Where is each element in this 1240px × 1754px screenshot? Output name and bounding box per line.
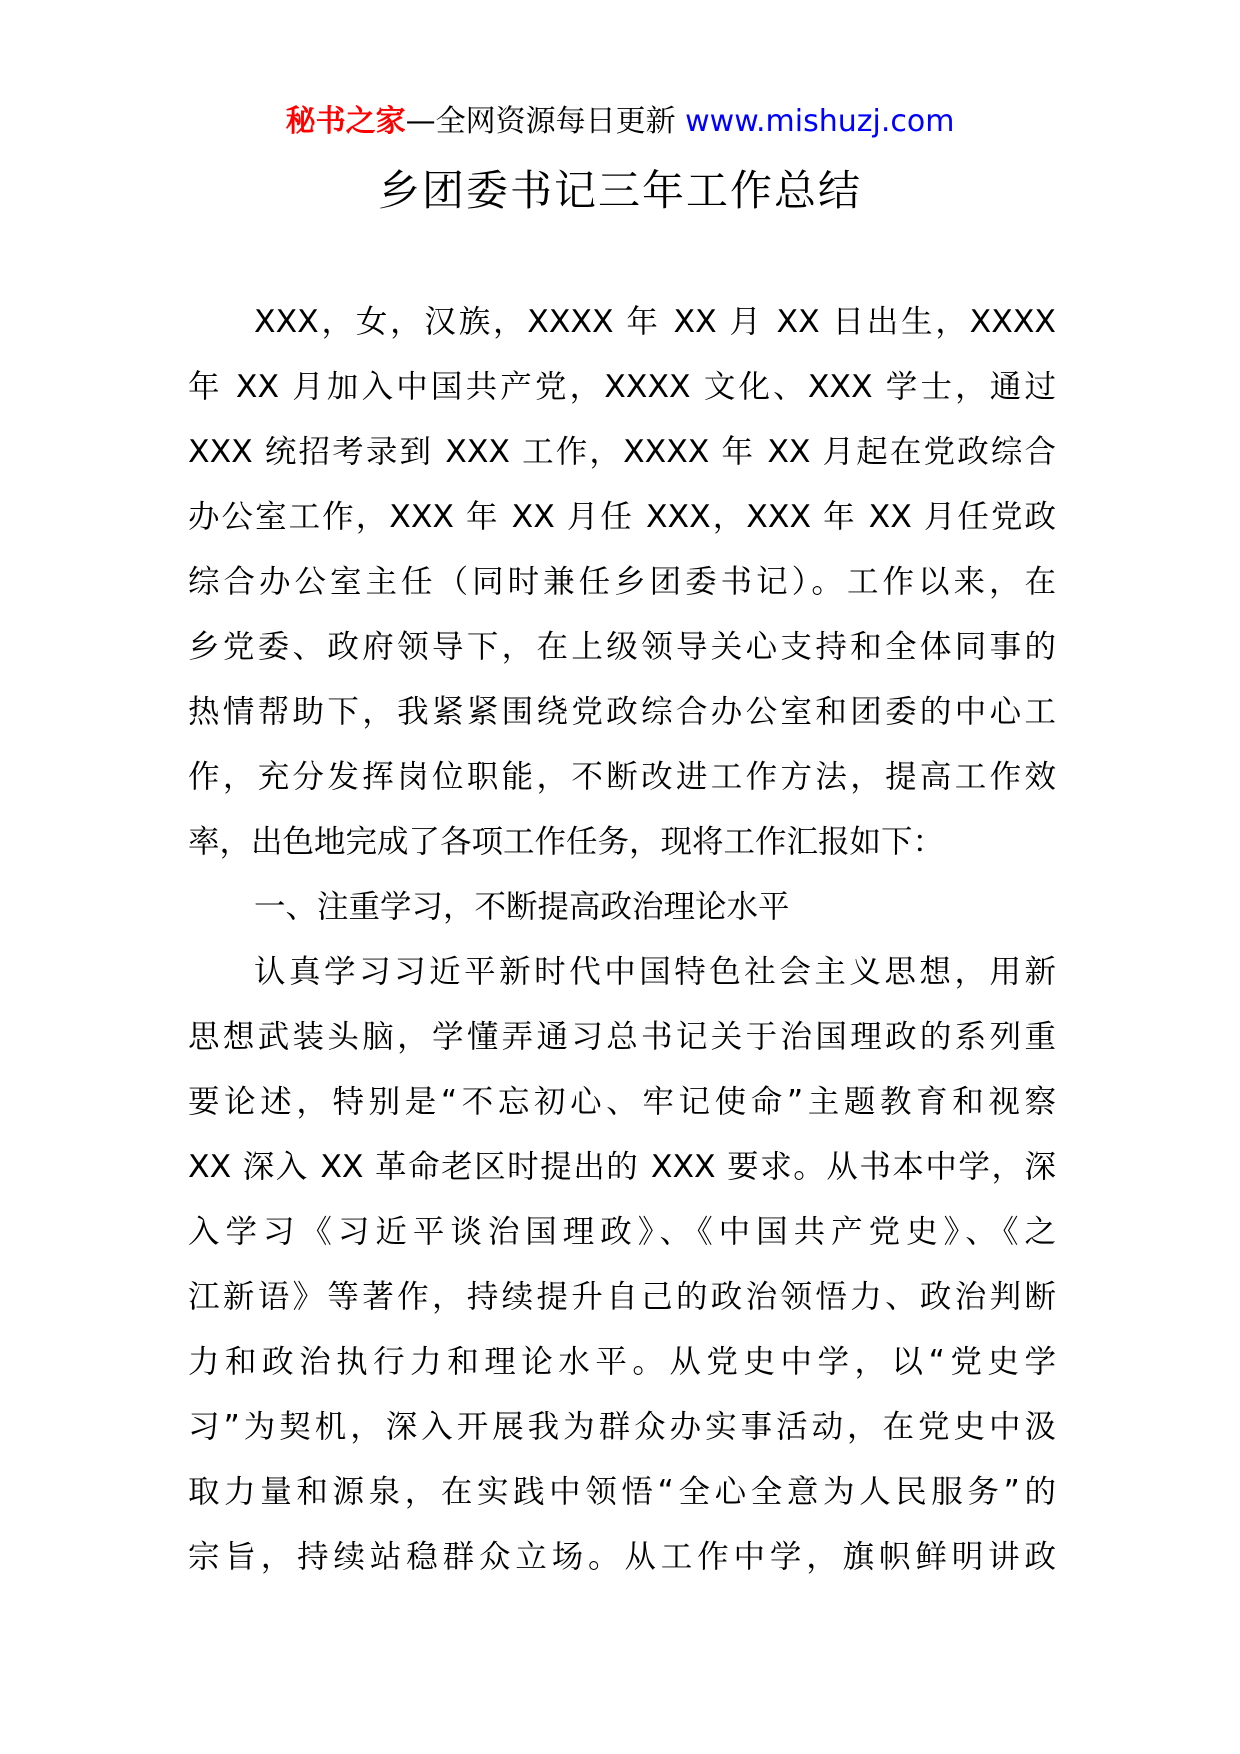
paragraph-line: 入学习《习近平谈治国理政》、《中国共产党史》、《之: [188, 1214, 1056, 1250]
paragraph-line: XXX，女，汉族，XXXX 年 XX 月 XX 日出生，XXXX: [254, 304, 1056, 340]
paragraph-line: 综合办公室主任（同时兼任乡团委书记）。工作以来，在: [188, 564, 1056, 600]
paragraph-line: 认真学习习近平新时代中国特色社会主义思想，用新: [254, 954, 1056, 990]
paragraph-line: 要论述，特别是“不忘初心、牢记使命”主题教育和视察: [188, 1084, 1056, 1120]
paragraph-line: XX 深入 XX 革命老区时提出的 XXX 要求。从书本中学，深: [188, 1149, 1056, 1185]
paragraph-line: 力和政治执行力和理论水平。从党史中学，以“党史学: [188, 1344, 1056, 1380]
section-heading: 一、注重学习，不断提高政治理论水平: [254, 889, 790, 925]
paragraph-line: 宗旨，持续站稳群众立场。从工作中学，旗帜鲜明讲政: [188, 1539, 1056, 1575]
paragraph-line: 取力量和源泉，在实践中领悟“全心全意为人民服务”的: [188, 1474, 1056, 1510]
document-title: 乡团委书记三年工作总结: [377, 166, 862, 215]
paragraph-line: XXX 统招考录到 XXX 工作，XXXX 年 XX 月起在党政综合: [188, 434, 1056, 470]
document-body: [188, 290, 1056, 1590]
paragraph-line: 乡党委、政府领导下，在上级领导关心支持和全体同事的: [188, 629, 1056, 665]
brand-name: 秘书之家: [285, 104, 406, 139]
paragraph-line: 热情帮助下，我紧紧围绕党政综合办公室和团委的中心工: [188, 694, 1056, 730]
paragraph-line: 率，出色地完成了各项工作任务，现将工作汇报如下：: [188, 824, 945, 860]
paragraph-line: 江新语》等著作，持续提升自己的政治领悟力、政治判断: [188, 1279, 1056, 1315]
paragraph-line: 习”为契机，深入开展我为群众办实事活动，在党史中汲: [188, 1409, 1056, 1445]
header-slogan: —全网资源每日更新: [405, 104, 676, 139]
paragraph-line: 作，充分发挥岗位职能，不断改进工作方法，提高工作效: [188, 759, 1056, 795]
website-link[interactable]: www.mishuzj.com: [685, 104, 955, 139]
paragraph-line: 思想武装头脑，学懂弄通习总书记关于治国理政的系列重: [188, 1019, 1056, 1055]
paragraph-line: 年 XX 月加入中国共产党，XXXX 文化、XXX 学士，通过: [188, 369, 1056, 405]
paragraph-line: 办公室工作，XXX 年 XX 月任 XXX，XXX 年 XX 月任党政: [188, 499, 1056, 535]
site-header: [0, 102, 1240, 142]
